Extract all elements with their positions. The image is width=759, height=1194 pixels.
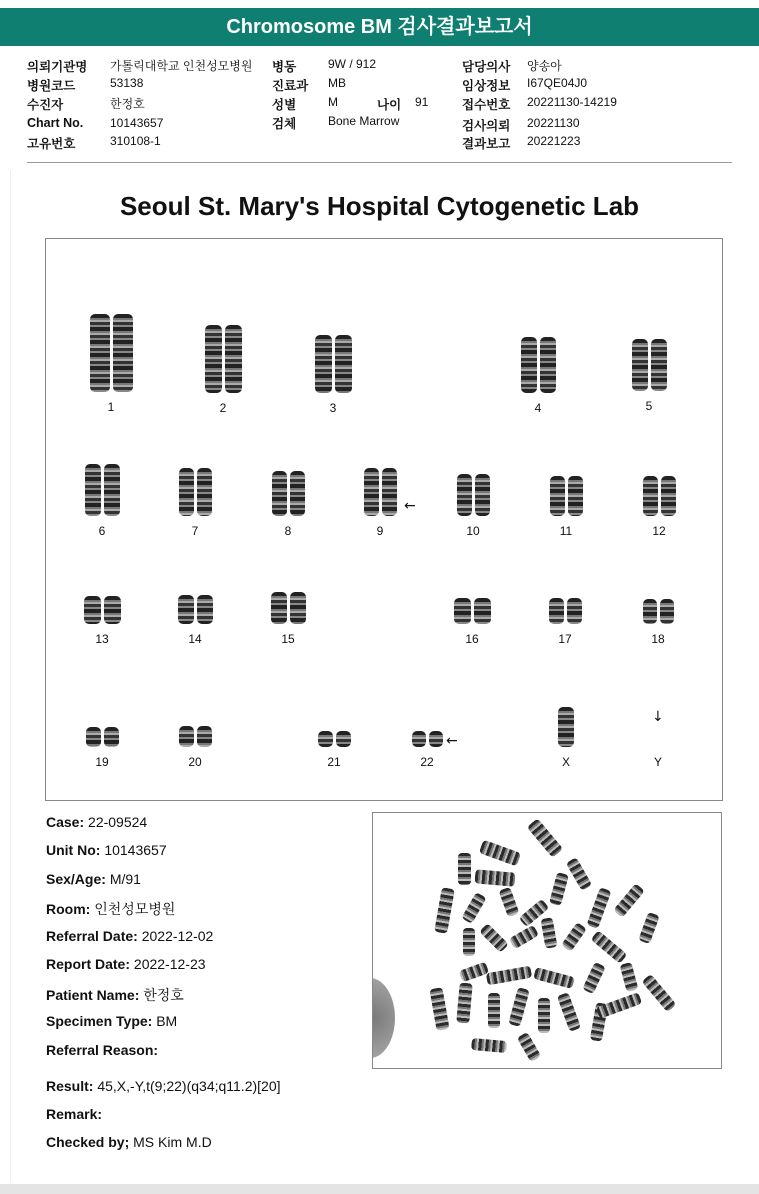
patient-info-section xyxy=(0,54,759,164)
hospital-label: 의뢰기관명 xyxy=(27,60,88,74)
arrow-chrY-icon: ↓ xyxy=(652,709,664,725)
chromosome-14: 14 xyxy=(170,595,220,646)
chromosome-19: 19 xyxy=(77,727,127,769)
chromosome-8: 8 xyxy=(263,471,313,538)
clinical-value: I67QE04J0 xyxy=(527,76,588,90)
examinee-value: 한정호 xyxy=(110,97,145,111)
clinical-label: 임상정보 xyxy=(462,79,511,93)
ward-value: 9W / 912 xyxy=(328,57,377,71)
chromosome-1: 1 xyxy=(86,314,136,414)
case-row: Case: 22-09524 xyxy=(46,814,148,830)
sex-value: M xyxy=(328,95,338,109)
request-label: 검사의뢰 xyxy=(462,119,511,133)
chromosome-16: 16 xyxy=(447,598,497,646)
result-row: Result: 45,X,-Y,t(9;22)(q34;q11.2)[20] xyxy=(46,1078,281,1094)
chromosome-3: 3 xyxy=(308,335,358,415)
checked-row: Checked by; MS Kim M.D xyxy=(46,1134,212,1150)
chromosome-13: 13 xyxy=(77,596,127,646)
unit-row: Unit No: 10143657 xyxy=(46,842,167,858)
referral-date-row: Referral Date: 2022-12-02 xyxy=(46,928,214,944)
specimen-value: Bone Marrow xyxy=(328,114,400,128)
report-value: 20221223 xyxy=(527,134,581,148)
chromosome-2: 2 xyxy=(198,325,248,415)
age-value: 91 xyxy=(415,95,429,109)
nucleus-blob xyxy=(372,978,395,1058)
code-label: 병원코드 xyxy=(27,79,76,93)
chromosome-y: Y xyxy=(653,755,662,769)
unique-value: 310108-1 xyxy=(110,134,161,148)
unique-label: 고유번호 xyxy=(27,137,76,151)
metaphase-image xyxy=(372,812,722,1069)
chromosome-7: 7 xyxy=(170,468,220,538)
chart-label: Chart No. xyxy=(27,116,84,130)
doctor-value: 양송아 xyxy=(527,59,562,73)
dept-label: 진료과 xyxy=(272,79,309,93)
report-date-row: Report Date: 2022-12-23 xyxy=(46,956,206,972)
chromosome-18: 18 xyxy=(633,599,683,646)
specimen-label: 검체 xyxy=(272,117,297,131)
accession-value: 20221130-14219 xyxy=(527,95,617,109)
reason-row: Referral Reason: xyxy=(46,1042,159,1058)
chromosome-5: 5 xyxy=(624,339,674,413)
ward-label: 병동 xyxy=(272,60,297,74)
chromosome-10: 10 xyxy=(448,474,498,538)
chromosome-9: 9 xyxy=(355,468,405,538)
chromosome-21: 21 xyxy=(309,731,359,769)
chromosome-11: 11 xyxy=(541,476,591,538)
chromosome-15: 15 xyxy=(263,592,313,646)
chromosome-20: 20 xyxy=(170,726,220,769)
chromosome-17: 17 xyxy=(540,598,590,646)
chromosome-4: 4 xyxy=(513,337,563,415)
sexage-row: Sex/Age: M/91 xyxy=(46,871,141,887)
chromosome-22: 22 xyxy=(402,731,452,769)
arrow-chr22-icon: ← xyxy=(446,733,458,749)
chart-value: 10143657 xyxy=(110,116,164,130)
sex-label: 성별 xyxy=(272,98,297,112)
request-value: 20221130 xyxy=(527,116,580,130)
lab-title: Seoul St. Mary's Hospital Cytogenetic Lab xyxy=(119,191,640,221)
dept-value: MB xyxy=(328,76,346,90)
patient-row: Patient Name: 한정호 xyxy=(46,987,184,1003)
arrow-chr9-icon: ← xyxy=(404,498,416,514)
room-row: Room: 인천성모병원 xyxy=(46,901,176,917)
doctor-label: 담당의사 xyxy=(462,60,511,74)
examinee-label: 수진자 xyxy=(27,98,64,112)
accession-label: 접수번호 xyxy=(462,98,511,112)
karyogram xyxy=(45,238,723,801)
footer-bar xyxy=(0,1184,759,1194)
remark-row: Remark: xyxy=(46,1106,103,1122)
report-title: Chromosome BM 검사결과보고서 xyxy=(0,8,759,46)
age-label: 나이 xyxy=(377,98,402,112)
info-divider xyxy=(27,162,732,163)
chromosome-6: 6 xyxy=(77,464,127,538)
hospital-value: 가톨릭대학교 인천성모병원 xyxy=(110,59,253,73)
chromosome-12: 12 xyxy=(634,476,684,538)
code-value: 53138 xyxy=(110,76,144,90)
chromosome-x: X xyxy=(541,707,591,769)
specimen-row: Specimen Type: BM xyxy=(46,1013,178,1029)
report-label: 결과보고 xyxy=(462,137,511,151)
